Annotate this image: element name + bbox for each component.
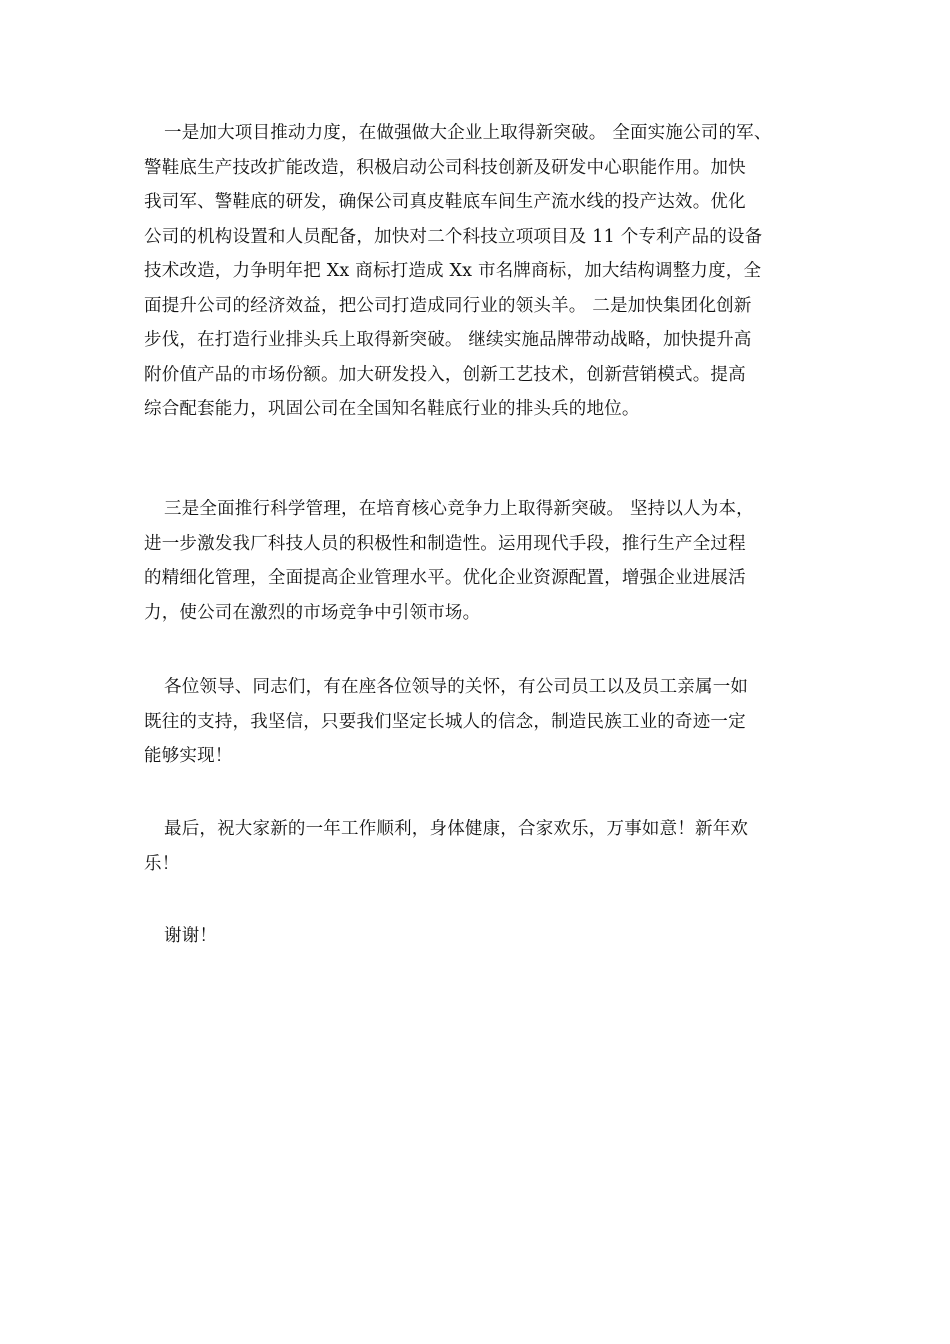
text-line: 警鞋底生产技改扩能改造，积极启动公司科技创新及研发中心职能作用。加快 [144,157,746,178]
paragraph-thanks [144,919,814,954]
text-line: 各位领导、同志们，有在座各位领导的关怀，有公司员工以及员工亲属一如 [164,677,749,697]
text-line: 面提升公司的经济效益，把公司打造成同行业的领头羊。 二是加快集团化创新 [144,295,752,316]
text-line: 能够实现！ [144,746,233,766]
paragraph-goal-three [144,492,814,630]
text-line: 力，使公司在激烈的市场竞争中引领市场。 [144,602,481,623]
paragraph-wishes [144,812,814,881]
text-line: 一是加大项目推动力度，在做强做大企业上取得新突破。 全面实施公司的军、 [164,123,772,143]
text-line: 我司军、警鞋底的研发，确保公司真皮鞋底车间生产流水线的投产达效。优化 [144,192,746,212]
text-line: 谢谢！ [164,926,218,946]
text-line: 步伐，在打造行业排头兵上取得新突破。 继续实施品牌带动战略，加快提升高 [144,330,752,350]
text-line: 公司的机构设置和人员配备，加快对二个科技立项项目及 11 个专利产品的设备 [144,226,763,247]
text-line: 进一步激发我厂科技人员的积极性和制造性。运用现代手段，推行生产全过程 [144,533,746,554]
text-line: 技术改造，力争明年把 Xx 商标打造成 Xx 市名牌商标，加大结构调整力度，全 [144,261,762,281]
paragraph-address-leaders [144,670,814,774]
text-line: 最后，祝大家新的一年工作顺利，身体健康，合家欢乐，万事如意！新年欢 [164,819,749,839]
text-line: 既往的支持，我坚信，只要我们坚定长城人的信念，制造民族工业的奇迹一定 [144,711,746,732]
text-line: 综合配套能力，巩固公司在全国知名鞋底行业的排头兵的地位。 [144,399,640,419]
text-line: 的精细化管理，全面提高企业管理水平。优化企业资源配置，增强企业进展活 [144,568,746,588]
paragraph-goals-one-two [144,116,814,427]
text-line: 乐！ [144,853,180,874]
text-line: 三是全面推行科学管理，在培育核心竞争力上取得新突破。 坚持以人为本， [164,499,754,519]
text-line: 附价值产品的市场份额。加大研发投入，创新工艺技术，创新营销模式。提高 [144,364,746,385]
